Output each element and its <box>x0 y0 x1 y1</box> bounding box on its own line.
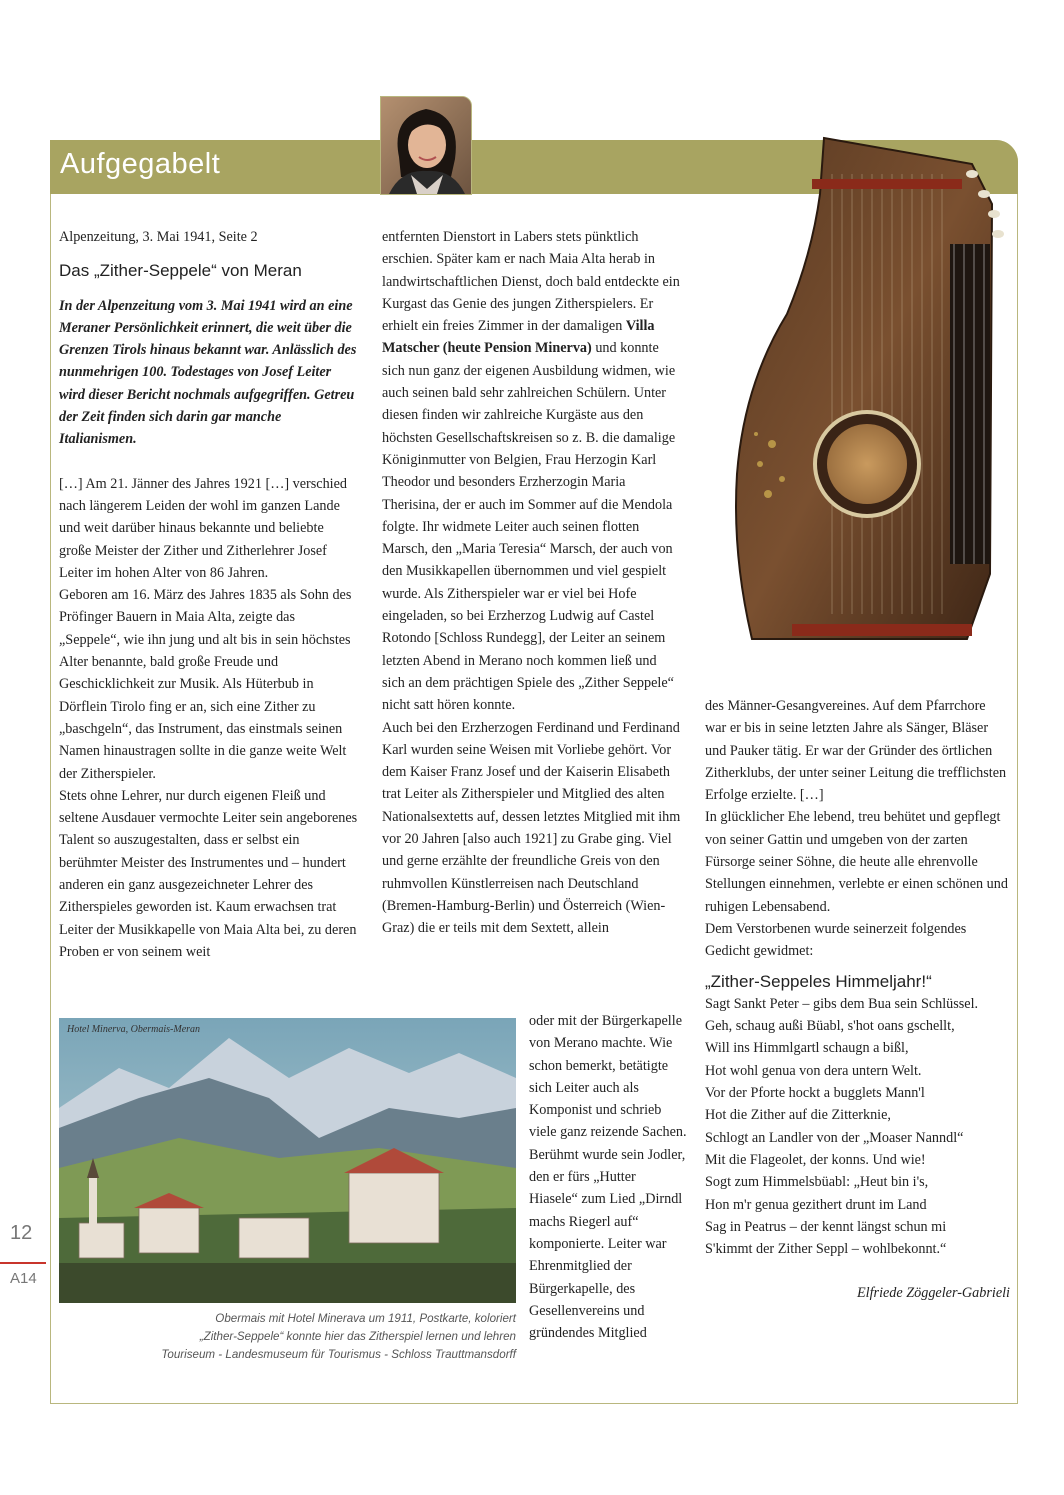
poem-line: Geh, schaug außi Büabl, s'hot oans gschellt, <box>705 1018 955 1035</box>
page-number: 12 <box>10 1222 33 1244</box>
zither-photo <box>732 134 1014 668</box>
article-column-1 <box>59 226 359 963</box>
article-column-3 <box>705 695 1010 1305</box>
poem-line: Vor der Pforte hockt a bugglets Mann'l <box>705 1085 925 1102</box>
poem-line: Will ins Himmlgartl schaugn a bißl, <box>705 1040 909 1057</box>
body-paragraph: Geboren am 16. März des Jahres 1835 als Sohn des Pröfinger Bauern in Maia Alta, zeigte das „Seppele“, wie ihn jung und alt bis in sein höchstes Alter benannte, bald große Freude und Geschicklichkeit zur Musik. Als Hüterbub in Dörflein Tirolo fing er an, sich eine Zither zu „baschgeln“, das Instrument, das einstmals seinen Namen hinaustragen sollte in die ganze weite Welt der Zitherspieler. <box>59 587 352 782</box>
article-column-2 <box>382 226 682 940</box>
poem-line: Hon m'r genua gezithert drunt im Land <box>705 1196 927 1213</box>
body-text: entfernten Dienstort in Labers stets pünktlich erschien. Später kam er nach Maia Alta herab in landwirtschaftlichen Dienst, doch bald entdeckte ein Kurgast das Genie des jungen Zitherspielers. Er erhielt ein freies Zimmer in der damaligen <box>382 229 680 335</box>
poem-line: Schlogt an Landler von der „Moaser Nanndl“ <box>705 1129 964 1146</box>
poem-line: Sagt Sankt Peter – gibs dem Bua sein Schlüssel. <box>705 995 979 1012</box>
body-paragraph: In glücklicher Ehe lebend, treu behütet und gepflegt von seiner Gattin und umgeben von der zarten Fürsorge seiner Söhne, die heute alle ehrenvolle Stellungen einnehmen, verlebte er einen schönen und ruhigen Lebensabend. <box>705 809 1008 915</box>
body-paragraph: oder mit der Bürgerkapelle von Merano machte. Wie schon bemerkt, betätigte sich Leiter auch als Komponist und schrieb viele ganz reizende Sachen. Berühmt wurde sein Jodler, den er fürs „Hutter Hiasele“ zum Lied „Dirndl machs Riegerl auf“ komponierte. Leiter war Ehrenmitglied der Bürgerkapelle, des Gesellenvereins und gründendes Mitglied <box>529 1013 687 1342</box>
body-paragraph: des Männer-Gesangvereines. Auf dem Pfarrchore war er bis in seine letzten Jahre als Sänger, Bläser und Pauker tätig. Er war der Gründer des örtlichen Zitherklubs, der unter seiner Leitung die trefflichsten Erfolge erzielte. […] <box>705 698 1007 804</box>
body-paragraph: Auch bei den Erzherzogen Ferdinand und Ferdinand Karl wurden seine Weisen mit Vorliebe gehört. Vor dem Kaiser Franz Josef und der Kaiserin Elisabeth trat Leiter als Zitherspieler und Mitglied des alten Nationalsextetts auf, dessen letztes Mitglied mit ihm vor 20 Jahren [also auch 1921] zu Grabe ging. Viel und gerne erzählte der freundliche Greis von den ruhmvollen Künstlerreisen nach Deutschland (Bremen-Hamburg-Berlin) und Österreich (Wien-Graz) die er teils mit dem Sextett, allein <box>382 719 681 937</box>
poem-title: „Zither-Seppeles Himmeljahr!“ <box>705 971 932 991</box>
author-portrait <box>380 96 472 195</box>
poem-line: Hot die Zither auf die Zitterknie, <box>705 1107 891 1124</box>
caption-line: Touriseum - Landesmuseum für Tourismus - Schloss Trauttmansdorff <box>161 1348 516 1361</box>
poem-line: Sogt zum Himmelsbüabl: „Heut bin i's, <box>705 1174 929 1191</box>
article-column-2-continued <box>529 1010 687 1344</box>
body-text-bold: Villa Matscher (heute Pension Minerva) <box>382 318 655 357</box>
caption-line: Obermais mit Hotel Minerava um 1911, Postkarte, koloriert <box>215 1312 516 1325</box>
poem-line: Sag in Peatrus – der kennt längst schun mi <box>705 1218 947 1235</box>
body-paragraph: Dem Verstorbenen wurde seinerzeit folgendes Gedicht gewidmet: <box>705 920 967 960</box>
body-paragraph: […] Am 21. Jänner des Jahres 1921 […] verschied nach längerem Leiden der wohl im ganzen Lande und weit darüber hinaus bekannte und beliebte große Meister der Zither und Zitherlehrer Josef Leiter im hohen Alter von 86 Jahren. <box>59 475 348 581</box>
body-paragraph <box>382 226 682 717</box>
article-headline: Das „Zither-Seppele“ von Meran <box>59 261 302 281</box>
body-text: und konnte sich nun ganz der eigenen Ausbildung widmen, wie auch seinen bald sehr zahlreichen Schülern. Unter diesen finden wir zahlreiche Kurgäste aus den höchsten Gesellschaftskreisen so z. B. die damalige Königinmutter von Belgien, Frau Herzogin Karl Theodor und besonders Erzherzogin Maria Therisina, der er auch im Sommer auf die Mendola folgte. Ihr widmete Leiter auch seinen flotten Marsch, den „Maria Teresia“ Marsch, der auch von den Musikkapellen übernommen und viel gespielt wurde. Als Zitherspieler war er viel bei Hofe eingeladen, so bei Erzherzog Ludwig auf Castel Rotondo [Schloss Rundegg], der Leiter an seinem letzten Abend in Merano noch kommen ließ und sich an dem prächtigen Spiele des „Zither Seppele“ nicht satt hören konnte. <box>382 340 676 714</box>
postcard-imprint: Hotel Minerva, Obermais-Meran <box>67 1024 201 1035</box>
postcard-caption <box>59 1310 516 1364</box>
poem-line: Hot wohl genua von dera untern Welt. <box>705 1062 922 1079</box>
section-title: Aufgegabelt <box>60 148 221 180</box>
article-lead: In der Alpenzeitung vom 3. Mai 1941 wird an eine Meraner Persönlichkeit erinnert, die weit über die Grenzen Tirols hinaus bekannt war. Anlässlich des nunmehrigen 100. Todestages von Josef Leiter wird dieser Bericht nochmals aufgegriffen. Getreu der Zeit finden sich darin gar manche Italianismen. <box>59 297 357 448</box>
postcard-image <box>59 1018 516 1303</box>
caption-line: „Zither-Seppele“ konnte hier das Zitherspiel lernen und lehren <box>199 1330 516 1343</box>
poem-line: Mit die Flageolet, der konns. Und wie! <box>705 1151 926 1168</box>
page-number-rule <box>0 1262 46 1264</box>
poem-line: S'kimmt der Zither Seppl – wohlbekonnt.“ <box>705 1241 947 1258</box>
article-source: Alpenzeitung, 3. Mai 1941, Seite 2 <box>59 229 258 245</box>
issue-number: A14 <box>10 1270 37 1287</box>
body-paragraph: Stets ohne Lehrer, nur durch eigenen Fleiß und seltene Ausdauer vermochte Leiter sein angeborenes Talent so auszugestalten, dass er selbst ein berühmter Meister des Instrumentes und – hundert anderen ein ganz ausgezeichneter Lehrer des Zitherspieles geworden ist. Kaum erwachsen trat Leiter der Musikkapelle von Maia Alta bei, zu deren Proben er von seinem weit <box>59 787 358 960</box>
article-author: Elfriede Zöggeler-Gabrieli <box>857 1285 1010 1302</box>
